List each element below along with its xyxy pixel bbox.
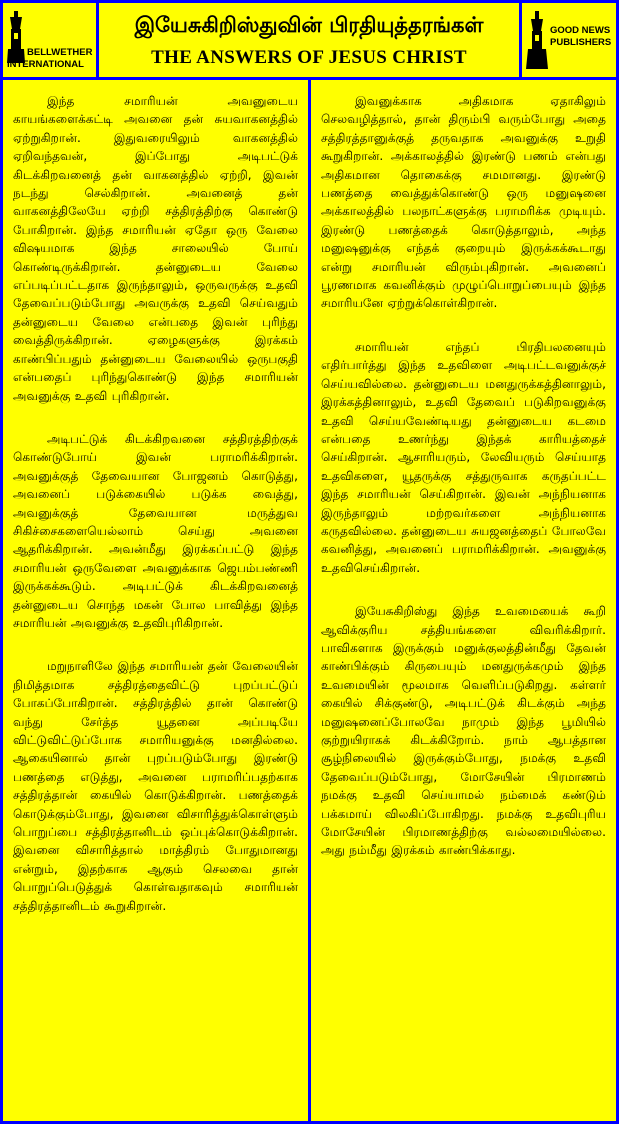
right-column: [311, 80, 616, 1121]
title-banner: [99, 3, 519, 77]
logo-right-line2: PUBLISHERS: [550, 37, 612, 48]
bell-tower-icon: [7, 11, 25, 63]
left-column: [3, 80, 308, 1121]
good-news-logo: [522, 3, 616, 77]
paragraph: அடிபட்டுக் கிடக்கிறவனை சத்திரத்திற்குக் கொண்டுபோய் இவன் பராமரிக்கிறான். அவனுக்குத் தேவையான போஜனம் கொடுத்து, அவனைப் படுக்கையில் படுக்க வைத்து, அவனுக்குத் தேவையான மருத்துவ சிகிச்சைகளையெல்லாம் செய்து அவனை ஆதரிக்கிறான். அவன்மீது இரக்கப்பட்டு இந்த சமாரியன் ஒருவேளை அவனுக்காக ஜெபம்பண்ணி இருக்கக்கூடும். அடிபட்டுக் கிடக்கிறவனைத் தன்னுடைய சொந்த மகன் போல பாவித்து இந்த சமாரியன் அவனுக்கு உதவிபுரிகிறான்.: [13, 431, 298, 630]
paragraph: இவனுக்காக அதிகமாக ஏதாகிலும் செலவழித்தால், தான் திரும்பி வரும்போது அதை சத்திரத்தானுக்குத் தருவதாக அவனுக்கு உறுதி கூறுகிறான். அக்காலத்தில் இரண்டு பணம் என்பது அதிகமான தொகைக்கு சமமானது. இரண்டு பணத்தை வைத்துக்கொண்டு ஒரு மனுஷனை அக்காலத்தில் பலநாட்களுக்கு பராமரிக்க முடியும். இரண்டு பணத்தைக் கொடுத்தாலும், அந்த மனுஷனுக்கு எந்தக் குறையும் இருக்கக்கூடாது என்று சமாரியன் விரும்புகிறான். அவனைப் பூரணமாக கவனிக்கும் முழுப்பொறுப்பையும் இந்த சமாரியனே ஏற்றுக்கொள்கிறான்.: [321, 94, 606, 311]
paragraph: இந்த சமாரியன் அவனுடைய காயங்களைக்கட்டி அவனை தன் சுயவாகனத்தில் ஏற்றுகிறான். இதுவரையிலும் வாகனத்தில் ஏறிவந்தவன், இப்போது அடிபட்டுக் கிடக்கிறவனைத் தன் வாகனத்தில் ஏற்றி, இவன் நடந்து செல்கிறான். அவனைத் தன் வாகனத்திலேயே ஏற்றி சத்திரத்திற்கு கொண்டு போகிறான். இந்த சமாரியன் ஏதோ ஒரு வேலை விஷயமாக இந்த சாலையில் போய் கொண்டிருக்கிறான். தன்னுடைய வேலை எப்படிப்பட்டதாக இருந்தாலும், ஒருவருக்கு உதவி தேவைப்படும்போது அவருக்கு உதவி செய்வதும் தன்னுடைய வேலை என்பதை இவன் புரிந்து வைத்திருக்கிறான். ஏழைகளுக்கு இரக்கம் காண்பிப்பதும் தன்னுடைய வேலையில் ஒருபகுதி என்பதைப் புரிந்துகொண்டு இந்த சமாரியன் அவனுக்கு உதவி புரிகிறான்.: [13, 94, 298, 403]
logo-left-line1: BELLWETHER: [27, 47, 93, 58]
logo-left-line2: INTERNATIONAL: [7, 59, 84, 70]
paragraph: மறுநாளிலே இந்த சமாரியன் தன் வேலையின் நிமித்தமாக சத்திரத்தைவிட்டு புறப்பட்டுப் போகப்போகிறான். சத்திரத்தில் தான் கொண்டு வந்து சேர்த்த யூதனை அப்படியே விட்டுவிட்டுப்போக சமாரியனுக்கு மனதில்லை. ஆகையினால் தான் புறப்படும்போது இரண்டு பணத்தை எடுத்து, அவனை பராமரிப்பதற்காக சத்திரத்தான் கையில் கொடுக்கிறான். பணத்தைக் கொடுக்கும்போது, இவனை விசாரித்துக்கொள்ளும் பொறுப்பை சத்திரத்தானிடம் ஒப்புக்கொடுக்கிறான். இவனை விசாரித்தால் மாத்திரம் போதுமானது என்றும், இதற்காக ஆகும் செலவை தான் பொறுப்பெடுத்துக் கொள்வதாகவும் சமாரியன் சத்திரத்தானிடம் கூறுகிறான்.: [13, 659, 298, 913]
bellwether-logo: [3, 3, 96, 77]
logo-right-line1: GOOD NEWS: [550, 25, 611, 36]
paragraph: சமாரியன் எந்தப் பிரதிபலனையும் எதிர்பார்த்து இந்த உதவிளை அடிபட்டவனுக்குச் செய்யவில்லை. தன்னுடைய மனதுருக்கத்தினாலும், இரக்கத்தினாலும், உதவி தேவைப் படுகிறவனுக்கு உதவி செய்யவேண்டியது தன்னுடைய கடமை என்பதை உணர்ந்து இந்தக் காரியத்தைச் செய்கிறான். ஆசாரியரும், லேவியரும் செய்யாத உதவிகளை, யூதருக்கு சத்துருவாக கருதப்பட்ட இந்த சமாரியன் செய்கிறான். இவன் அந்நியனாக இருந்தாலும் மற்றவர்களை அந்நியனாக கருதவில்லை. தன்னுடைய சுயஜனத்தைப் போலவே கவனித்து, அவனைப் பராமரிக்கிறான். அவனுக்கு உதவிசெய்கிறான்.: [321, 339, 606, 575]
building-icon: [526, 11, 548, 69]
title-tamil: இயேசுகிறிஸ்துவின் பிரதியுத்தரங்கள்: [134, 13, 484, 37]
title-english: THE ANSWERS OF JESUS CHRIST: [151, 47, 467, 68]
paragraph: இயேசுகிறிஸ்து இந்த உவமையைக் கூறி ஆவிக்குரிய சத்தியங்களை விவரிக்கிறார். பாவிகளாக இருக்கும் மனுக்குலத்தின்மீது தேவன் காண்பிக்கும் கிருபையும் மனதுருக்கமும் இந்த உவமையின் மூலமாக வெளிப்படுகிறது. கள்ளர் கையில் சிக்குண்டு, அடிபட்டுக் கிடக்கும் அந்த மனுஷனைப்போலவே நாமும் இந்த பூமியில் குற்றுயிராகக் கிடக்கிறோம். நாம் ஆபத்தான சூழ்நிலையில் இருக்கும்போது, நமக்கு உதவி தேவைப்படும்போது, மோசேயின் பிரமாணம் நமக்கு உதவி செய்யாமல் நம்மைக் கண்டும் பக்கமாய் விலகிப்போகிறது. நமக்கு உதவிபுரிய மோசேயின் பிரமாணத்திற்கு வல்லமையில்லை. அது நம்மீது இரக்கம் காண்பிக்காது.: [321, 604, 606, 858]
